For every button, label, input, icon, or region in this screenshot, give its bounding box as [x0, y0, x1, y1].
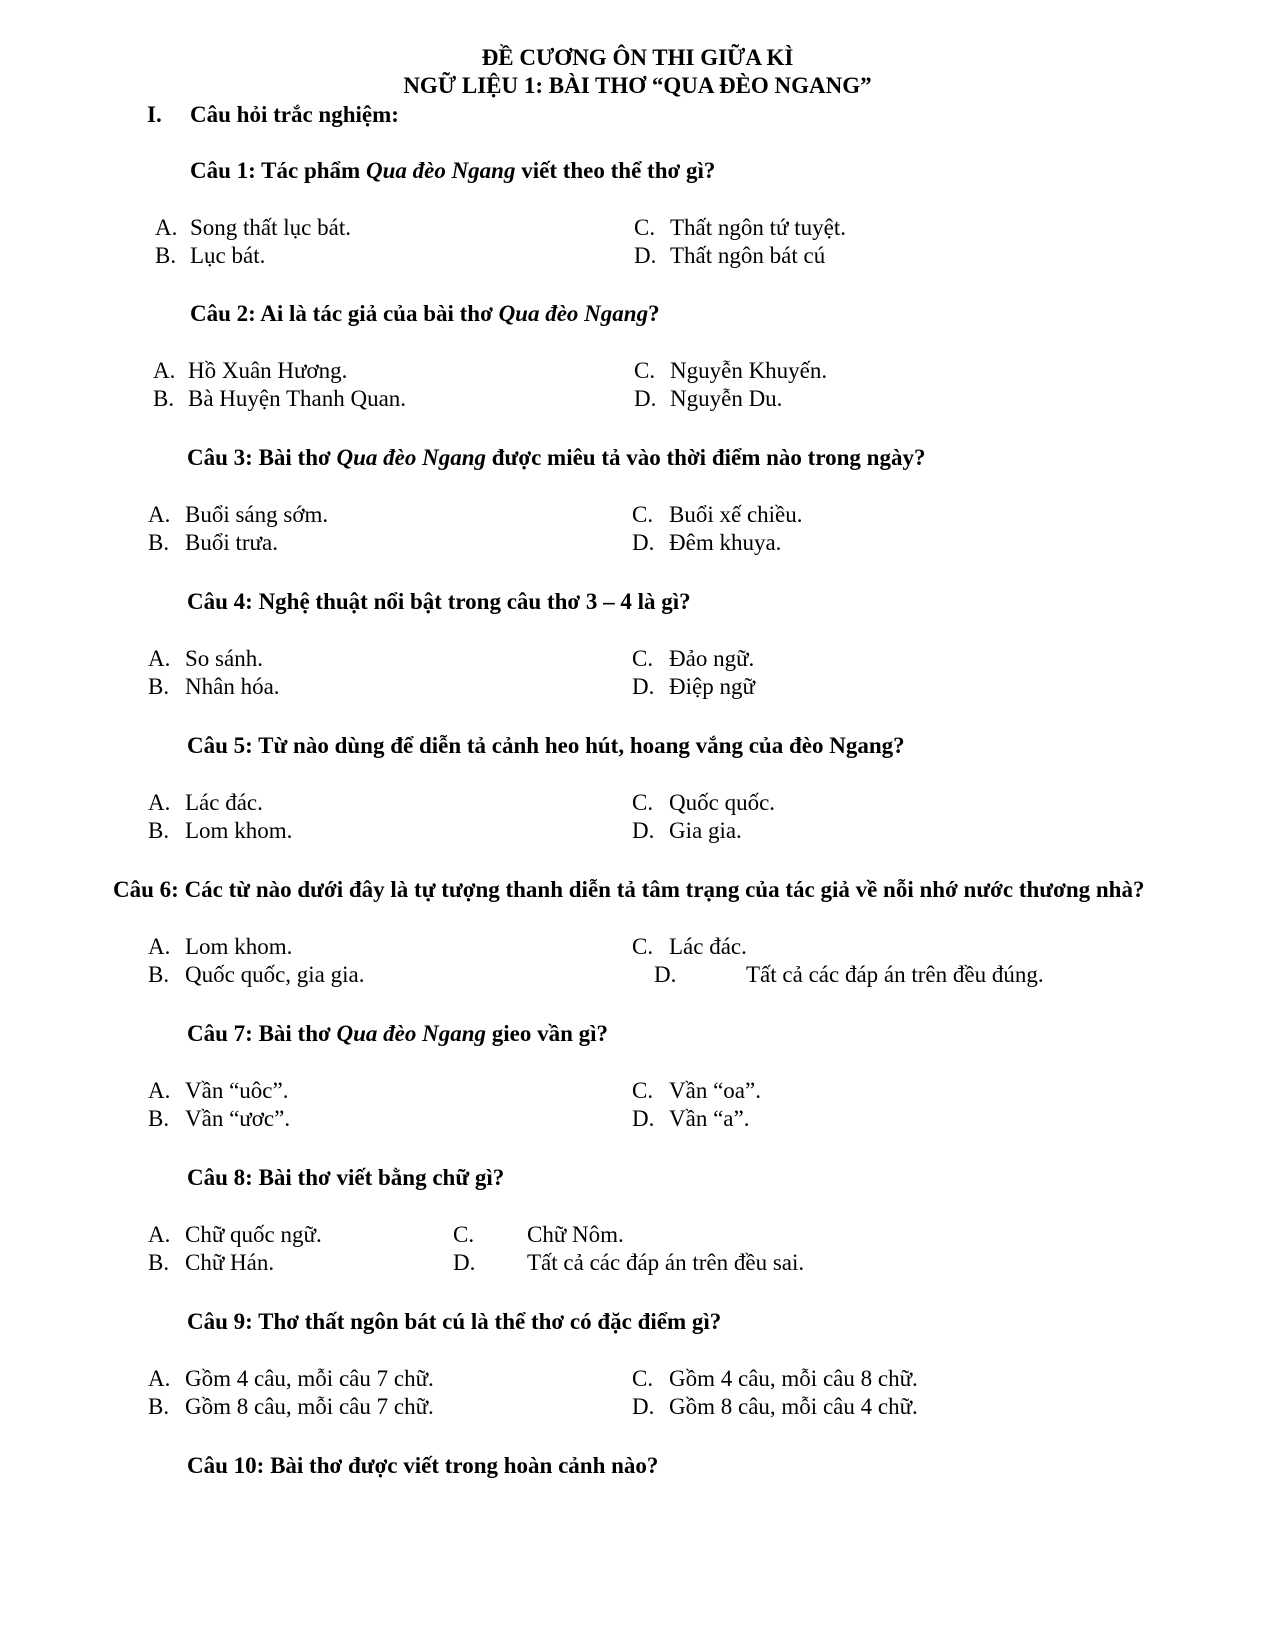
q5-option-b: B. Lom khom. — [148, 818, 293, 843]
document-title: ĐỀ CƯƠNG ÔN THI GIỮA KÌ — [481, 45, 794, 70]
q4-option-d: D. Điệp ngữ — [632, 674, 755, 699]
q3-option-d: D. Đêm khuya. — [632, 530, 782, 555]
q4-option-a: A. So sánh. — [148, 646, 263, 671]
question-5: Câu 5: Từ nào dùng để diễn tả cảnh heo hút, hoang vắng của đèo Ngang? — [187, 733, 905, 758]
question-3: Câu 3: Bài thơ Qua đèo Ngang được miêu tả vào thời điểm nào trong ngày? — [187, 445, 926, 470]
q2-option-c: C. Nguyễn Khuyến. — [634, 358, 828, 383]
q3-option-b: B. Buổi trưa. — [148, 530, 278, 555]
q6-option-d: D. Tất cả các đáp án trên đều đúng. — [654, 962, 1044, 987]
q8-option-a: A. Chữ quốc ngữ. — [148, 1222, 322, 1247]
question-6: Câu 6: Các từ nào dưới đây là tự tượng thanh diễn tả tâm trạng của tác giả về nỗi nhớ nước thương nhà? — [113, 877, 1145, 902]
q2-option-b: B. Bà Huyện Thanh Quan. — [153, 386, 407, 411]
q7-option-a: A. Vần “uôc”. — [148, 1078, 289, 1103]
q7-option-c: C. Vần “oa”. — [632, 1078, 761, 1103]
q6-option-a: A. Lom khom. — [148, 934, 293, 959]
q2-option-d: D. Nguyễn Du. — [634, 386, 783, 411]
section-heading: Câu hỏi trắc nghiệm: — [190, 102, 399, 127]
q8-option-d: D. Tất cả các đáp án trên đều sai. — [453, 1250, 805, 1275]
q3-option-a: A. Buổi sáng sớm. — [148, 502, 329, 527]
q6-option-c: C. Lác đác. — [632, 934, 747, 959]
q6-option-b: B. Quốc quốc, gia gia. — [148, 962, 365, 987]
question-8: Câu 8: Bài thơ viết bằng chữ gì? — [187, 1165, 505, 1190]
q4-option-b: B. Nhân hóa. — [148, 674, 280, 699]
q5-option-a: A. Lác đác. — [148, 790, 263, 815]
q9-option-a: A. Gồm 4 câu, mỗi câu 7 chữ. — [148, 1366, 434, 1391]
q7-option-b: B. Vần “ươc”. — [148, 1106, 291, 1131]
q1-option-a: A. Song thất lục bát. — [155, 215, 351, 240]
q8-option-c: C. Chữ Nôm. — [453, 1222, 624, 1247]
question-10: Câu 10: Bài thơ được viết trong hoàn cảnh nào? — [187, 1453, 659, 1478]
q1-option-c: C. Thất ngôn tứ tuyệt. — [634, 215, 846, 240]
question-9: Câu 9: Thơ thất ngôn bát cú là thể thơ có đặc điểm gì? — [187, 1309, 722, 1334]
section-numeral: I. — [147, 102, 162, 127]
question-2: Câu 2: Ai là tác giả của bài thơ Qua đèo Ngang? — [190, 301, 660, 326]
q9-option-b: B. Gồm 8 câu, mỗi câu 7 chữ. — [148, 1394, 434, 1419]
q9-option-c: C. Gồm 4 câu, mỗi câu 8 chữ. — [632, 1366, 918, 1391]
q8-option-b: B. Chữ Hán. — [148, 1250, 275, 1275]
document-subtitle: NGỮ LIỆU 1: BÀI THƠ “QUA ĐÈO NGANG” — [403, 73, 872, 98]
question-1: Câu 1: Tác phẩm Qua đèo Ngang viết theo thể thơ gì? — [190, 158, 716, 183]
q4-option-c: C. Đảo ngữ. — [632, 646, 755, 671]
q3-option-c: C. Buổi xế chiều. — [632, 502, 803, 527]
q2-option-a: A. Hồ Xuân Hương. — [153, 358, 348, 383]
question-4: Câu 4: Nghệ thuật nổi bật trong câu thơ 3 – 4 là gì? — [187, 589, 691, 614]
q1-option-b: B. Lục bát. — [155, 243, 266, 268]
q1-option-d: D. Thất ngôn bát cú — [634, 243, 826, 268]
q9-option-d: D. Gồm 8 câu, mỗi câu 4 chữ. — [632, 1394, 918, 1419]
q5-option-c: C. Quốc quốc. — [632, 790, 776, 815]
q5-option-d: D. Gia gia. — [632, 818, 742, 843]
q7-option-d: D. Vần “a”. — [632, 1106, 750, 1131]
question-7: Câu 7: Bài thơ Qua đèo Ngang gieo vần gì? — [187, 1021, 609, 1046]
